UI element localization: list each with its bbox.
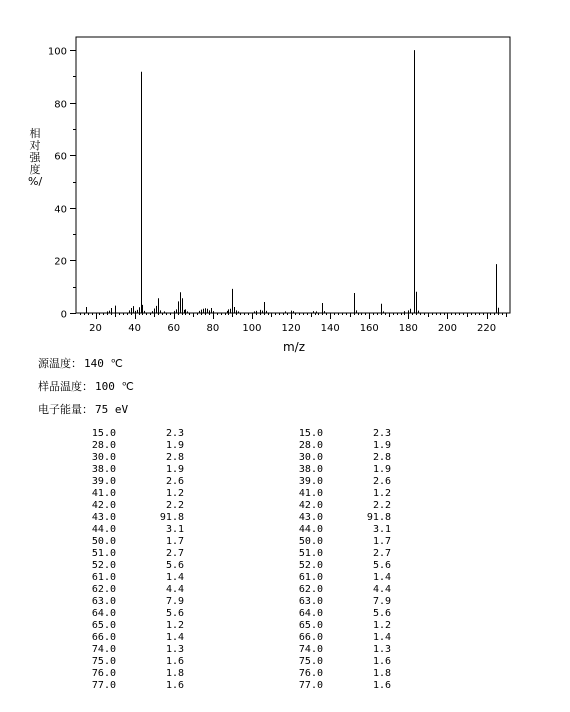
abundance-value: 5.6 [372, 560, 391, 571]
condition-row [38, 401, 128, 417]
condition-row [38, 378, 134, 394]
x-tick-label: 140 [320, 323, 340, 334]
mz-value: 38.0 [298, 464, 323, 475]
abundance-value: 7.9 [372, 596, 391, 607]
abundance-value: 1.4 [372, 632, 391, 643]
abundance-value: 4.4 [372, 584, 391, 595]
abundance-value: 1.2 [372, 620, 391, 631]
mz-value: 52.0 [91, 560, 116, 571]
mz-value: 61.0 [91, 572, 116, 583]
mz-value: 66.0 [91, 632, 116, 643]
mz-value: 77.0 [91, 680, 116, 691]
x-tick-label: 20 [89, 323, 102, 334]
x-tick-label: 160 [359, 323, 379, 334]
abundance-value: 5.6 [372, 608, 391, 619]
mz-value: 50.0 [91, 536, 116, 547]
mz-value: 42.0 [298, 500, 323, 511]
mz-value: 62.0 [91, 584, 116, 595]
abundance-value: 2.7 [165, 548, 184, 559]
peaks [87, 50, 499, 313]
mz-value: 43.0 [298, 512, 323, 523]
condition-label: 源温度： [38, 357, 82, 370]
abundance-value: 2.8 [165, 452, 184, 463]
mz-value: 76.0 [91, 668, 116, 679]
abundance-value: 1.9 [165, 440, 184, 451]
abundance-value: 1.8 [372, 668, 391, 679]
abundance-value: 4.4 [165, 584, 184, 595]
mz-value: 66.0 [298, 632, 323, 643]
x-axis-label: m/z [282, 340, 306, 354]
mz-value: 74.0 [298, 644, 323, 655]
condition-value: 140 ℃ [84, 357, 123, 370]
y-tick-label: 100 [47, 46, 67, 58]
abundance-value: 1.3 [165, 644, 184, 655]
abundance-value: 1.4 [165, 572, 184, 583]
y-tick-label: 60 [54, 151, 67, 163]
x-tick-label: 120 [281, 323, 301, 334]
mass-spectrum-chart [0, 0, 570, 354]
mz-value: 38.0 [91, 464, 116, 475]
abundance-value: 1.2 [372, 488, 391, 499]
condition-value: 100 ℃ [95, 380, 134, 393]
abundance-value: 2.3 [372, 428, 391, 439]
abundance-value: 2.3 [165, 428, 184, 439]
x-tick-label: 60 [167, 323, 181, 334]
condition-value: 75 eV [95, 403, 129, 416]
mz-value: 43.0 [91, 512, 116, 523]
y-axis-label: 相对强度 %/ [28, 127, 43, 188]
abundance-value: 1.6 [165, 680, 184, 691]
mz-value: 30.0 [91, 452, 116, 463]
abundance-value: 1.9 [372, 440, 391, 451]
y-tick-label: 80 [54, 99, 67, 111]
abundance-value: 1.9 [165, 464, 184, 475]
mz-value: 64.0 [91, 608, 116, 619]
mz-value: 28.0 [298, 440, 323, 451]
mz-value: 51.0 [298, 548, 323, 559]
abundance-value: 1.6 [165, 656, 184, 667]
abundance-value: 1.7 [372, 536, 391, 547]
y-tick-label: 20 [54, 256, 67, 268]
abundance-value: 2.6 [165, 476, 184, 487]
x-tick-label: 200 [437, 323, 457, 334]
abundance-value: 2.7 [372, 548, 391, 559]
abundance-value: 2.8 [372, 452, 391, 463]
x-tick-label: 220 [476, 323, 497, 334]
abundance-value: 1.2 [165, 488, 184, 499]
mz-value: 28.0 [91, 440, 116, 451]
condition-label: 电子能量： [38, 403, 93, 416]
mz-value: 65.0 [91, 620, 116, 631]
mz-value: 41.0 [298, 488, 323, 499]
mz-value: 75.0 [91, 656, 116, 667]
abundance-value: 91.8 [366, 512, 391, 523]
y-tick-label: 0 [60, 309, 67, 321]
condition-row [38, 355, 123, 371]
abundance-value: 5.6 [165, 608, 184, 619]
mz-value: 51.0 [91, 548, 116, 559]
mz-value: 74.0 [91, 644, 116, 655]
abundance-value: 2.2 [165, 500, 184, 511]
mz-value: 39.0 [91, 476, 116, 487]
abundance-value: 1.9 [372, 464, 391, 475]
abundance-value: 1.4 [165, 632, 184, 643]
abundance-value: 1.6 [372, 656, 391, 667]
abundance-value: 3.1 [165, 524, 184, 535]
mz-value: 52.0 [298, 560, 323, 571]
abundance-value: 1.4 [372, 572, 391, 583]
abundance-value: 1.2 [165, 620, 184, 631]
abundance-value: 2.2 [372, 500, 391, 511]
mz-value: 61.0 [298, 572, 323, 583]
mz-value: 76.0 [298, 668, 323, 679]
mz-value: 30.0 [298, 452, 323, 463]
abundance-value: 1.6 [372, 680, 391, 691]
mz-value: 41.0 [91, 488, 116, 499]
mz-value: 15.0 [91, 428, 116, 439]
abundance-value: 7.9 [165, 596, 184, 607]
mz-value: 75.0 [298, 656, 323, 667]
mz-value: 63.0 [298, 596, 323, 607]
y-axis [48, 47, 76, 321]
mz-value: 44.0 [298, 524, 323, 535]
mz-value: 65.0 [298, 620, 323, 631]
mz-value: 42.0 [91, 500, 116, 511]
mz-value: 64.0 [298, 608, 323, 619]
x-axis [81, 313, 507, 334]
mz-value: 62.0 [298, 584, 323, 595]
condition-label: 样品温度： [38, 380, 93, 393]
y-tick-label: 40 [54, 204, 67, 216]
mz-value: 15.0 [298, 428, 323, 439]
mz-value: 39.0 [298, 476, 323, 487]
x-tick-label: 40 [128, 323, 142, 334]
x-tick-label: 180 [398, 323, 418, 334]
abundance-value: 1.3 [372, 644, 391, 655]
x-tick-label: 100 [242, 323, 262, 334]
abundance-value: 91.8 [159, 512, 184, 523]
abundance-value: 3.1 [372, 524, 391, 535]
mz-value: 44.0 [91, 524, 116, 535]
abundance-value: 5.6 [165, 560, 184, 571]
abundance-value: 2.6 [372, 476, 391, 487]
abundance-value: 1.7 [165, 536, 184, 547]
mz-value: 63.0 [91, 596, 116, 607]
mz-value: 50.0 [298, 536, 323, 547]
abundance-value: 1.8 [165, 668, 184, 679]
x-tick-label: 80 [206, 323, 220, 334]
mz-value: 77.0 [298, 680, 323, 691]
